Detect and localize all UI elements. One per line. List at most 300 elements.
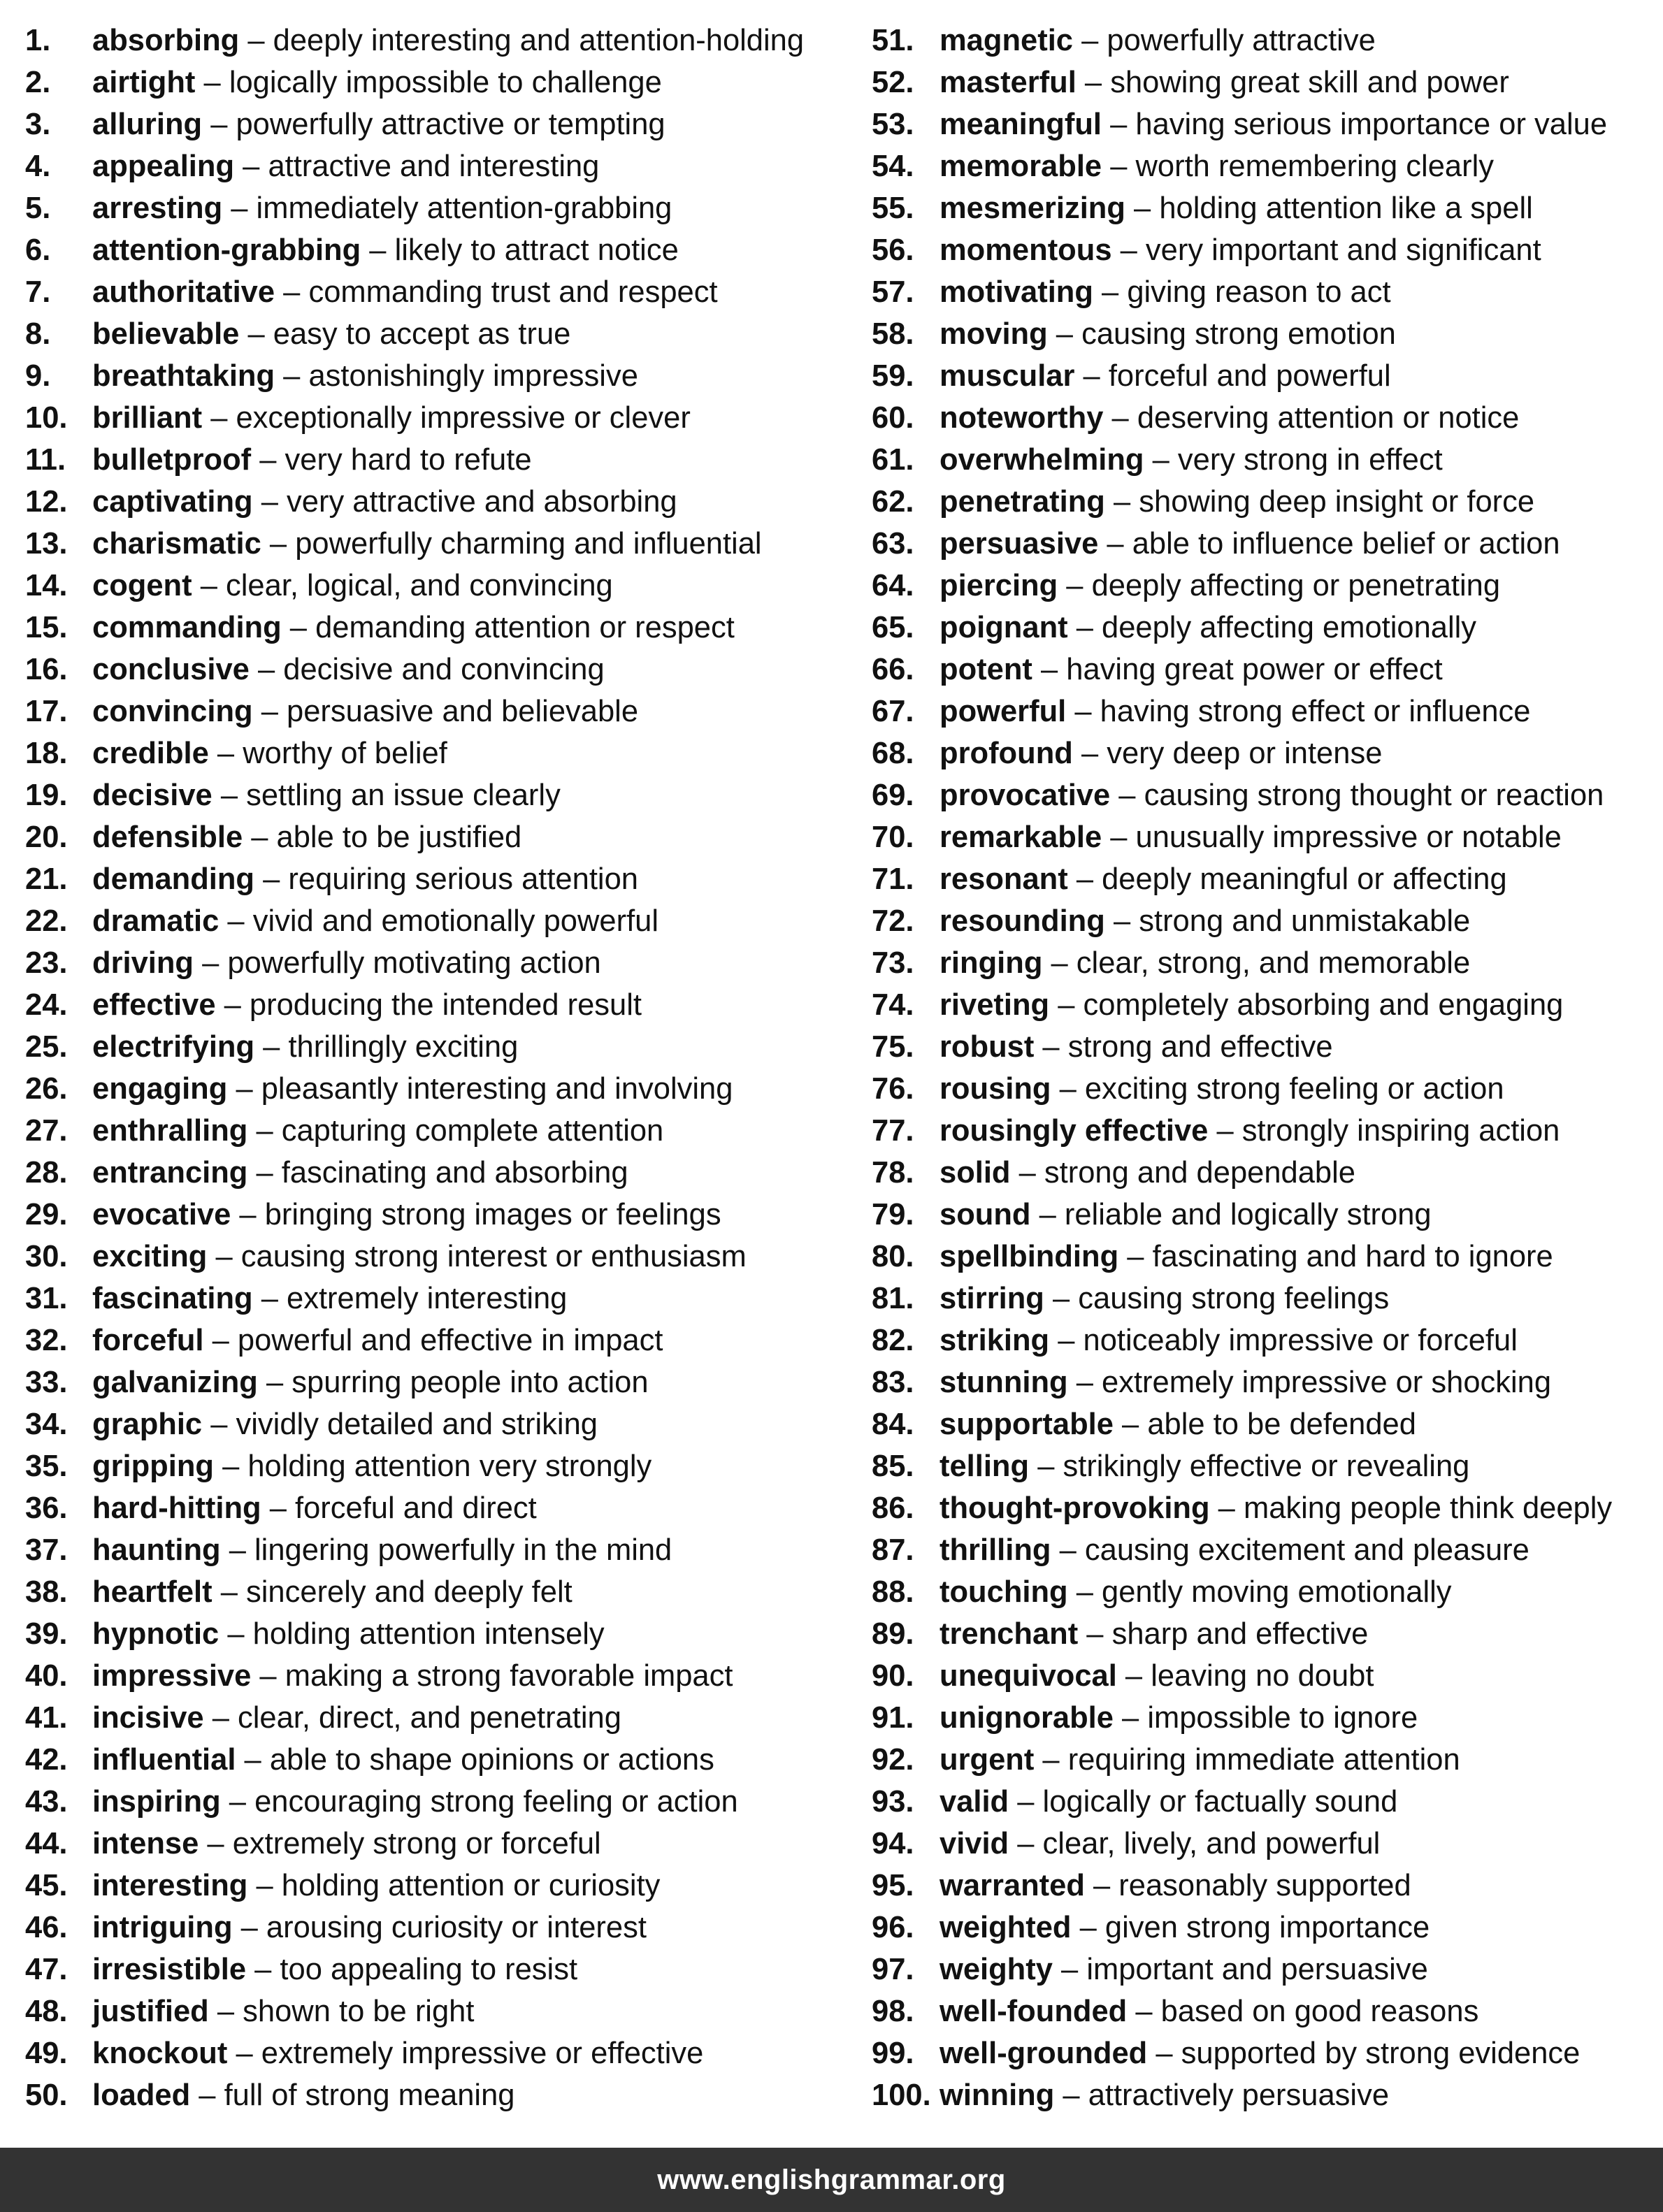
list-item: [872, 1781, 1648, 1823]
item-word: persuasive: [940, 527, 1099, 561]
item-separator: –: [1111, 401, 1129, 435]
item-word: weighty: [940, 1953, 1053, 1986]
list-item: [25, 1697, 843, 1739]
item-definition: logically impossible to challenge: [229, 66, 662, 99]
item-separator: –: [1086, 1617, 1104, 1651]
item-separator: –: [1039, 1198, 1056, 1231]
item-number: 91.: [872, 1701, 914, 1735]
item-definition: showing great skill and power: [1110, 66, 1509, 99]
list-item: [872, 1907, 1648, 1949]
list-item: [872, 1949, 1648, 1990]
list-item: [25, 1865, 843, 1907]
item-separator: –: [1156, 2037, 1173, 2070]
item-word: resonant: [940, 862, 1068, 896]
item-number: 76.: [872, 1072, 914, 1106]
item-separator: –: [259, 1659, 277, 1693]
list-item: [25, 1949, 843, 1990]
item-word: exciting: [92, 1240, 208, 1273]
item-separator: –: [200, 569, 217, 602]
item-word: provocative: [940, 779, 1111, 812]
list-item: [872, 439, 1648, 481]
item-definition: astonishingly impressive: [308, 359, 638, 393]
item-separator: –: [231, 191, 248, 225]
item-number: 51.: [872, 24, 914, 57]
list-item: [872, 1487, 1648, 1529]
list-item: [25, 900, 843, 942]
item-separator: –: [1042, 1030, 1060, 1064]
list-item: [872, 62, 1648, 103]
item-definition: thrillingly exciting: [288, 1030, 519, 1064]
item-number: 67.: [872, 695, 914, 728]
item-separator: –: [1058, 988, 1075, 1022]
list-item: [872, 1026, 1648, 1068]
item-definition: demanding attention or respect: [315, 611, 735, 644]
item-number: 66.: [872, 653, 914, 686]
item-separator: –: [1018, 1156, 1036, 1190]
list-item: [25, 313, 843, 355]
item-definition: bringing strong images or feelings: [264, 1198, 721, 1231]
item-definition: having great power or effect: [1066, 653, 1443, 686]
item-definition: attractively persuasive: [1088, 2079, 1390, 2112]
item-word: influential: [92, 1743, 236, 1777]
item-separator: –: [244, 1743, 261, 1777]
item-number: 50.: [25, 2079, 68, 2112]
list-item: [25, 1445, 843, 1487]
item-separator: –: [1113, 485, 1131, 519]
item-separator: –: [1063, 2079, 1080, 2112]
item-separator: –: [261, 695, 278, 728]
item-number: 73.: [872, 946, 914, 980]
list-item: [25, 1236, 843, 1278]
list-item: [25, 1571, 843, 1613]
list-item: [872, 1655, 1648, 1697]
item-separator: –: [1059, 1533, 1077, 1567]
item-separator: –: [1216, 1114, 1234, 1148]
item-word: thought-provoking: [940, 1491, 1210, 1525]
item-word: valid: [940, 1785, 1009, 1819]
item-separator: –: [1058, 1324, 1075, 1357]
item-number: 58.: [872, 317, 914, 351]
list-item: [872, 2032, 1648, 2074]
item-number: 9.: [25, 359, 51, 393]
item-definition: easy to accept as true: [273, 317, 571, 351]
item-number: 96.: [872, 1911, 914, 1944]
item-definition: attractive and interesting: [268, 150, 600, 183]
list-item: [25, 1739, 843, 1781]
item-number: 100.: [872, 2079, 931, 2112]
list-item: [872, 1403, 1648, 1445]
item-definition: able to influence belief or action: [1132, 527, 1560, 561]
item-number: 48.: [25, 1995, 68, 2028]
item-definition: extremely interesting: [287, 1282, 568, 1315]
item-definition: logically or factually sound: [1042, 1785, 1398, 1819]
item-number: 34.: [25, 1408, 68, 1441]
item-number: 56.: [872, 233, 914, 267]
item-word: well-grounded: [940, 2037, 1148, 2070]
item-separator: –: [210, 108, 228, 141]
item-word: resounding: [940, 904, 1105, 938]
item-word: captivating: [92, 485, 253, 519]
item-definition: based on good reasons: [1160, 1995, 1479, 2028]
item-number: 84.: [872, 1408, 914, 1441]
item-word: brilliant: [92, 401, 203, 435]
list-item: [25, 1320, 843, 1361]
item-number: 61.: [872, 443, 914, 477]
item-word: dramatic: [92, 904, 219, 938]
item-number: 13.: [25, 527, 68, 561]
item-separator: –: [210, 401, 228, 435]
item-number: 19.: [25, 779, 68, 812]
item-definition: strongly inspiring action: [1241, 1114, 1560, 1148]
list-item: [872, 103, 1648, 145]
item-definition: powerfully attractive or tempting: [236, 108, 665, 141]
item-separator: –: [1110, 150, 1128, 183]
item-separator: –: [1120, 233, 1137, 267]
item-word: forceful: [92, 1324, 204, 1357]
item-word: arresting: [92, 191, 223, 225]
item-definition: too appealing to resist: [280, 1953, 578, 1986]
item-definition: arousing curiosity or interest: [266, 1911, 647, 1944]
item-definition: decisive and convincing: [283, 653, 605, 686]
list-item: [25, 1907, 843, 1949]
item-word: appealing: [92, 150, 235, 183]
item-number: 55.: [872, 191, 914, 225]
item-definition: vivid and emotionally powerful: [252, 904, 659, 938]
list-item: [872, 1194, 1648, 1236]
item-definition: clear, direct, and penetrating: [238, 1701, 621, 1735]
item-number: 62.: [872, 485, 914, 519]
item-separator: –: [1059, 1072, 1077, 1106]
item-number: 43.: [25, 1785, 68, 1819]
item-word: electrifying: [92, 1030, 255, 1064]
item-word: haunting: [92, 1533, 221, 1567]
item-word: hard-hitting: [92, 1491, 261, 1525]
item-definition: capturing complete attention: [281, 1114, 664, 1148]
item-definition: having serious importance or value: [1135, 108, 1608, 141]
item-number: 40.: [25, 1659, 68, 1693]
item-word: intense: [92, 1827, 199, 1860]
item-separator: –: [212, 1701, 229, 1735]
list-item: [25, 984, 843, 1026]
list-item: [872, 481, 1648, 523]
item-word: magnetic: [940, 24, 1073, 57]
item-definition: given strong importance: [1104, 1911, 1430, 1944]
item-number: 85.: [872, 1450, 914, 1483]
item-separator: –: [1122, 1408, 1139, 1441]
item-word: spellbinding: [940, 1240, 1119, 1273]
item-separator: –: [1122, 1701, 1139, 1735]
item-word: stirring: [940, 1282, 1044, 1315]
item-number: 88.: [872, 1575, 914, 1609]
list-item: [25, 1529, 843, 1571]
list-item: [872, 607, 1648, 649]
item-definition: spurring people into action: [291, 1366, 649, 1399]
item-separator: –: [1118, 779, 1136, 812]
item-definition: powerfully attractive: [1107, 24, 1376, 57]
item-word: momentous: [940, 233, 1112, 267]
item-number: 99.: [872, 2037, 914, 2070]
item-number: 94.: [872, 1827, 914, 1860]
item-word: vivid: [940, 1827, 1009, 1860]
item-number: 46.: [25, 1911, 68, 1944]
item-number: 45.: [25, 1869, 68, 1902]
item-definition: important and persuasive: [1086, 1953, 1428, 1986]
item-separator: –: [229, 1533, 246, 1567]
list-item: [872, 1068, 1648, 1110]
item-word: effective: [92, 988, 216, 1022]
word-list: [0, 20, 1663, 2123]
item-number: 4.: [25, 150, 51, 183]
item-word: convincing: [92, 695, 253, 728]
item-definition: able to shape opinions or actions: [269, 1743, 714, 1777]
list-item: [25, 1194, 843, 1236]
list-item: [872, 1823, 1648, 1865]
item-word: demanding: [92, 862, 255, 896]
item-separator: –: [212, 1324, 229, 1357]
item-number: 38.: [25, 1575, 68, 1609]
item-word: justified: [92, 1995, 209, 2028]
item-separator: –: [240, 1911, 258, 1944]
list-item: [872, 691, 1648, 732]
item-separator: –: [1127, 1240, 1144, 1273]
item-separator: –: [1056, 317, 1073, 351]
list-item: [872, 774, 1648, 816]
item-definition: powerfully charming and influential: [295, 527, 762, 561]
item-word: enthralling: [92, 1114, 248, 1148]
item-separator: –: [227, 1617, 245, 1651]
item-number: 52.: [872, 66, 914, 99]
list-item: [872, 984, 1648, 1026]
item-definition: causing strong interest or enthusiasm: [240, 1240, 747, 1273]
item-definition: strong and effective: [1067, 1030, 1333, 1064]
item-number: 65.: [872, 611, 914, 644]
item-word: unignorable: [940, 1701, 1114, 1735]
item-definition: forceful and powerful: [1108, 359, 1391, 393]
item-definition: deeply affecting emotionally: [1102, 611, 1477, 644]
item-word: airtight: [92, 66, 196, 99]
list-item: [872, 523, 1648, 565]
item-separator: –: [210, 1408, 228, 1441]
item-separator: –: [261, 1282, 278, 1315]
item-number: 16.: [25, 653, 68, 686]
item-separator: –: [1218, 1491, 1235, 1525]
item-word: masterful: [940, 66, 1077, 99]
item-number: 39.: [25, 1617, 68, 1651]
item-definition: fascinating and hard to ignore: [1152, 1240, 1553, 1273]
item-number: 24.: [25, 988, 68, 1022]
item-separator: –: [222, 1450, 240, 1483]
item-word: poignant: [940, 611, 1068, 644]
item-number: 21.: [25, 862, 68, 896]
item-definition: unusually impressive or notable: [1135, 821, 1562, 854]
item-word: unequivocal: [940, 1659, 1117, 1693]
item-number: 32.: [25, 1324, 68, 1357]
list-item: [25, 816, 843, 858]
item-number: 14.: [25, 569, 68, 602]
item-definition: powerfully motivating action: [227, 946, 601, 980]
item-word: credible: [92, 737, 209, 770]
item-word: bulletproof: [92, 443, 252, 477]
item-definition: exceptionally impressive or clever: [236, 401, 691, 435]
item-definition: causing strong feelings: [1078, 1282, 1390, 1315]
item-definition: strikingly effective or revealing: [1063, 1450, 1470, 1483]
item-word: heartfelt: [92, 1575, 213, 1609]
item-separator: –: [1134, 191, 1151, 225]
item-separator: –: [217, 737, 235, 770]
item-word: entrancing: [92, 1156, 248, 1190]
item-number: 70.: [872, 821, 914, 854]
item-separator: –: [1107, 527, 1124, 561]
item-separator: –: [256, 1156, 273, 1190]
item-number: 57.: [872, 275, 914, 309]
item-number: 20.: [25, 821, 68, 854]
item-number: 54.: [872, 150, 914, 183]
item-number: 23.: [25, 946, 68, 980]
item-number: 68.: [872, 737, 914, 770]
item-number: 79.: [872, 1198, 914, 1231]
item-number: 11.: [25, 443, 66, 477]
list-item: [872, 1445, 1648, 1487]
item-definition: causing excitement and pleasure: [1084, 1533, 1529, 1567]
item-word: driving: [92, 946, 194, 980]
item-definition: reasonably supported: [1118, 1869, 1411, 1902]
item-definition: lingering powerfully in the mind: [254, 1533, 672, 1567]
list-item: [25, 1361, 843, 1403]
item-definition: worthy of belief: [243, 737, 447, 770]
item-word: authoritative: [92, 275, 275, 309]
item-word: riveting: [940, 988, 1050, 1022]
list-item: [872, 1361, 1648, 1403]
item-number: 74.: [872, 988, 914, 1022]
item-separator: –: [1076, 1575, 1093, 1609]
item-number: 10.: [25, 401, 68, 435]
list-item: [872, 187, 1648, 229]
item-definition: gently moving emotionally: [1102, 1575, 1452, 1609]
item-separator: –: [269, 1491, 287, 1525]
item-number: 98.: [872, 1995, 914, 2028]
item-word: defensible: [92, 821, 243, 854]
item-word: sound: [940, 1198, 1031, 1231]
list-item: [872, 565, 1648, 607]
item-separator: –: [1042, 1743, 1060, 1777]
item-number: 92.: [872, 1743, 914, 1777]
list-item: [872, 1613, 1648, 1655]
list-item: [25, 691, 843, 732]
item-definition: producing the intended result: [249, 988, 642, 1022]
item-definition: requiring immediate attention: [1067, 1743, 1460, 1777]
item-number: 80.: [872, 1240, 914, 1273]
item-separator: –: [251, 821, 268, 854]
item-separator: –: [257, 653, 275, 686]
item-word: powerful: [940, 695, 1067, 728]
item-word: urgent: [940, 1743, 1035, 1777]
item-number: 97.: [872, 1953, 914, 1986]
item-word: attention-grabbing: [92, 233, 361, 267]
item-definition: full of strong meaning: [224, 2079, 515, 2112]
item-number: 2.: [25, 66, 51, 99]
item-definition: holding attention intensely: [252, 1617, 605, 1651]
item-number: 18.: [25, 737, 68, 770]
item-separator: –: [199, 2079, 216, 2112]
item-separator: –: [266, 1366, 284, 1399]
item-number: 7.: [25, 275, 51, 309]
item-number: 37.: [25, 1533, 68, 1567]
list-item: [25, 145, 843, 187]
list-item: [25, 62, 843, 103]
item-separator: –: [261, 485, 278, 519]
footer-website: www.englishgrammar.org: [0, 2148, 1663, 2212]
item-definition: deserving attention or notice: [1137, 401, 1520, 435]
item-word: breathtaking: [92, 359, 275, 393]
item-separator: –: [236, 2037, 253, 2070]
item-number: 53.: [872, 108, 914, 141]
item-definition: extremely impressive or effective: [261, 2037, 704, 2070]
item-separator: –: [1017, 1827, 1035, 1860]
item-separator: –: [259, 443, 277, 477]
item-definition: causing strong thought or reaction: [1144, 779, 1604, 812]
item-word: moving: [940, 317, 1048, 351]
item-separator: –: [236, 1072, 253, 1106]
item-number: 44.: [25, 1827, 68, 1860]
item-word: inspiring: [92, 1785, 221, 1819]
item-definition: completely absorbing and engaging: [1083, 988, 1564, 1022]
list-item: [872, 1320, 1648, 1361]
item-word: telling: [940, 1450, 1030, 1483]
item-definition: able to be justified: [276, 821, 522, 854]
item-separator: –: [1084, 66, 1102, 99]
item-separator: –: [215, 1240, 233, 1273]
item-separator: –: [247, 317, 265, 351]
list-item: [872, 229, 1648, 271]
item-separator: –: [1037, 1450, 1055, 1483]
list-item: [872, 145, 1648, 187]
list-item: [872, 1865, 1648, 1907]
list-item: [872, 1529, 1648, 1571]
list-item: [872, 20, 1648, 62]
item-definition: holding attention very strongly: [247, 1450, 652, 1483]
item-definition: noticeably impressive or forceful: [1083, 1324, 1518, 1357]
list-item: [25, 565, 843, 607]
item-number: 64.: [872, 569, 914, 602]
item-number: 71.: [872, 862, 914, 896]
item-word: memorable: [940, 150, 1102, 183]
item-separator: –: [1125, 1659, 1143, 1693]
item-separator: –: [283, 359, 301, 393]
item-number: 78.: [872, 1156, 914, 1190]
list-item: [872, 1278, 1648, 1320]
item-separator: –: [247, 24, 265, 57]
list-item: [25, 1487, 843, 1529]
item-separator: –: [1135, 1995, 1153, 2028]
list-item: [872, 397, 1648, 439]
item-word: stunning: [940, 1366, 1068, 1399]
item-word: cogent: [92, 569, 192, 602]
item-number: 47.: [25, 1953, 68, 1986]
item-separator: –: [256, 1869, 273, 1902]
item-word: graphic: [92, 1408, 203, 1441]
item-word: rousingly effective: [940, 1114, 1209, 1148]
item-definition: likely to attract notice: [394, 233, 679, 267]
list-item: [25, 481, 843, 523]
list-item: [25, 439, 843, 481]
item-number: 33.: [25, 1366, 68, 1399]
list-item: [25, 2074, 843, 2116]
list-item: [872, 1990, 1648, 2032]
item-separator: –: [1051, 946, 1068, 980]
item-word: warranted: [940, 1869, 1085, 1902]
item-separator: –: [1076, 611, 1093, 644]
item-word: loaded: [92, 2079, 191, 2112]
